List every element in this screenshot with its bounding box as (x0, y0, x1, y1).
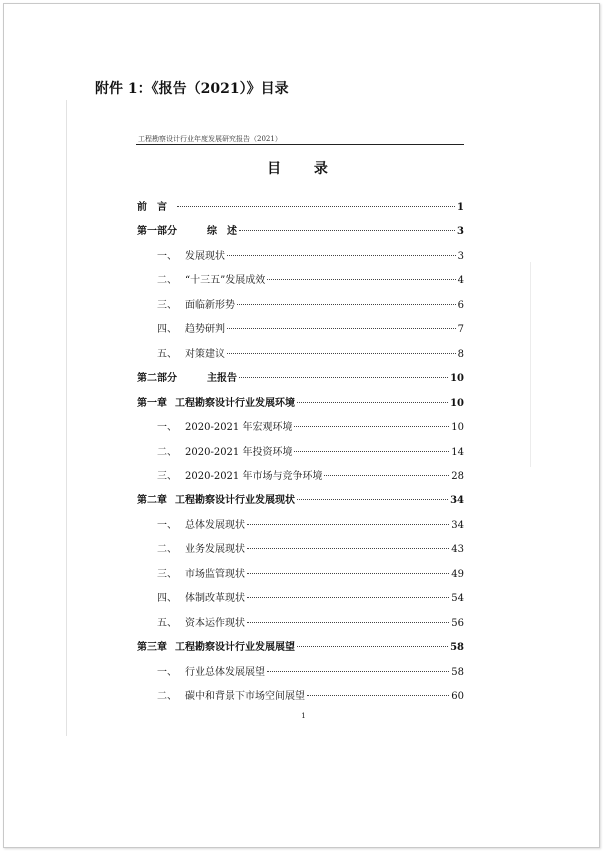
toc-leader-dots (294, 426, 449, 427)
toc-entry-title: 业务发展现状 (185, 544, 245, 555)
toc-leader-dots (324, 475, 449, 476)
toc-entry-page: 10 (450, 398, 464, 409)
toc-entry-title: 2020-2021 年投资环境 (185, 447, 293, 458)
toc-entry[interactable] (157, 540, 464, 556)
toc-entry-number: 前 言 (137, 202, 167, 213)
toc-leader-dots (297, 646, 448, 647)
toc-entry-number: 三、 (157, 471, 177, 482)
toc-entry-number: 二、 (157, 691, 177, 702)
toc-entry-page: 58 (451, 667, 464, 678)
toc-entry[interactable] (157, 467, 464, 483)
toc-entry-page: 8 (457, 349, 464, 360)
toc-entry-number: 三、 (157, 300, 177, 311)
toc-entry-page: 3 (457, 251, 464, 262)
toc-entry-title: 行业总体发展展望 (185, 667, 265, 678)
toc-entry-title: 面临新形势 (185, 300, 235, 311)
toc-entry[interactable] (137, 491, 464, 507)
toc-entry-number: 第三章 (137, 642, 167, 653)
toc-entry-title: 工程勘察设计行业发展展望 (175, 642, 295, 653)
toc-entry-number: 二、 (157, 275, 177, 286)
toc-entry[interactable] (157, 663, 464, 679)
toc-entry-number: 一、 (157, 520, 177, 531)
attachment-heading: 附件 1：《报告（2021）》目录 (95, 81, 289, 97)
header-rule (136, 144, 464, 145)
toc-entry-title: 工程勘察设计行业发展现状 (175, 495, 295, 506)
toc-entry-page: 34 (450, 495, 464, 506)
toc-leader-dots (247, 622, 449, 623)
toc-entry-page: 28 (451, 471, 464, 482)
toc-entry-title: “十三五”发展成效 (185, 275, 266, 286)
toc-entry-page: 54 (451, 593, 464, 604)
toc-entry[interactable] (137, 638, 464, 654)
toc-leader-dots (227, 353, 456, 354)
toc-leader-dots (237, 304, 456, 305)
toc-entry-title: 市场监管现状 (185, 569, 245, 580)
toc-entry-title: 趋势研判 (185, 324, 225, 335)
toc-entry[interactable] (157, 320, 464, 336)
toc-entry-number: 五、 (157, 349, 177, 360)
toc-entry-page: 49 (451, 569, 464, 580)
toc-entry-number: 三、 (157, 569, 177, 580)
toc-entry-page: 7 (457, 324, 464, 335)
toc-entry[interactable] (157, 614, 464, 630)
toc-entry-page: 56 (451, 618, 464, 629)
toc-entry-number: 第二章 (137, 495, 167, 506)
toc-entry-number: 二、 (157, 447, 177, 458)
toc-leader-dots (227, 328, 456, 329)
toc-entry-number: 第一章 (137, 398, 167, 409)
toc-leader-dots (247, 573, 449, 574)
embedded-page-edge (66, 100, 67, 736)
toc-entry-title: 总体发展现状 (185, 520, 245, 531)
toc-entry[interactable] (157, 589, 464, 605)
toc-leader-dots (294, 451, 449, 452)
toc-leader-dots (247, 597, 449, 598)
toc-entry-page: 58 (450, 642, 464, 653)
toc-entry[interactable] (137, 394, 464, 410)
running-header: 工程勘察设计行业年度发展研究报告（2021） (138, 135, 282, 143)
toc-title: 目 录 (267, 161, 342, 177)
toc-entry-page: 60 (451, 691, 464, 702)
toc-entry-number: 第二部分 (137, 373, 177, 384)
toc-entry-number: 第一部分 (137, 226, 177, 237)
toc-leader-dots (267, 279, 455, 280)
toc-entry-page: 14 (451, 447, 464, 458)
toc-entry[interactable] (157, 296, 464, 312)
toc-entry[interactable] (157, 345, 464, 361)
toc-leader-dots (247, 548, 449, 549)
toc-entry[interactable] (157, 271, 464, 287)
toc-entry[interactable] (157, 247, 464, 263)
toc-entry-number: 一、 (157, 251, 177, 262)
toc-leader-dots (239, 230, 455, 231)
page-number: 1 (301, 712, 306, 720)
toc-entry-title: 体制改革现状 (185, 593, 245, 604)
toc-entry-title: 资本运作现状 (185, 618, 245, 629)
toc-entry-title: 碳中和背景下市场空间展望 (185, 691, 305, 702)
toc-entry-page: 43 (451, 544, 464, 555)
toc-entry[interactable] (137, 222, 464, 238)
toc-leader-dots (227, 255, 456, 256)
toc-entry-title: 发展现状 (185, 251, 225, 262)
toc-entry-title: 2020-2021 年市场与竞争环境 (185, 471, 323, 482)
toc-leader-dots (307, 695, 449, 696)
toc-entry-title: 2020-2021 年宏观环境 (185, 422, 293, 433)
toc-entry[interactable] (137, 369, 464, 385)
toc-leader-dots (297, 402, 448, 403)
toc-entry-number: 四、 (157, 593, 177, 604)
toc-entry-title: 综 述 (207, 226, 237, 237)
toc-entry-number: 一、 (157, 667, 177, 678)
toc-entry-title: 对策建议 (185, 349, 225, 360)
toc-entry-title: 主报告 (207, 373, 237, 384)
toc-entry-number: 四、 (157, 324, 177, 335)
toc-entry-page: 1 (457, 202, 464, 213)
toc-leader-dots (239, 377, 448, 378)
toc-entry[interactable] (157, 418, 464, 434)
embedded-page-edge-right (530, 262, 531, 467)
toc-entry-title: 工程勘察设计行业发展环境 (175, 398, 295, 409)
toc-entry[interactable] (157, 443, 464, 459)
toc-entry-number: 二、 (157, 544, 177, 555)
toc-entry-page: 6 (457, 300, 464, 311)
toc-entry-page: 34 (451, 520, 464, 531)
toc-entry[interactable] (137, 198, 464, 214)
toc-entry[interactable] (157, 687, 464, 703)
toc-entry-number: 五、 (157, 618, 177, 629)
toc-leader-dots (297, 499, 448, 500)
toc-entry-number: 一、 (157, 422, 177, 433)
toc-leader-dots (177, 206, 455, 207)
toc-entry-page: 4 (457, 275, 464, 286)
toc-entry[interactable] (157, 565, 464, 581)
toc-leader-dots (247, 524, 449, 525)
toc-leader-dots (267, 671, 449, 672)
toc-entry-page: 3 (457, 226, 464, 237)
toc-entry-page: 10 (451, 422, 464, 433)
toc-entry-page: 10 (450, 373, 464, 384)
toc-entry[interactable] (157, 516, 464, 532)
